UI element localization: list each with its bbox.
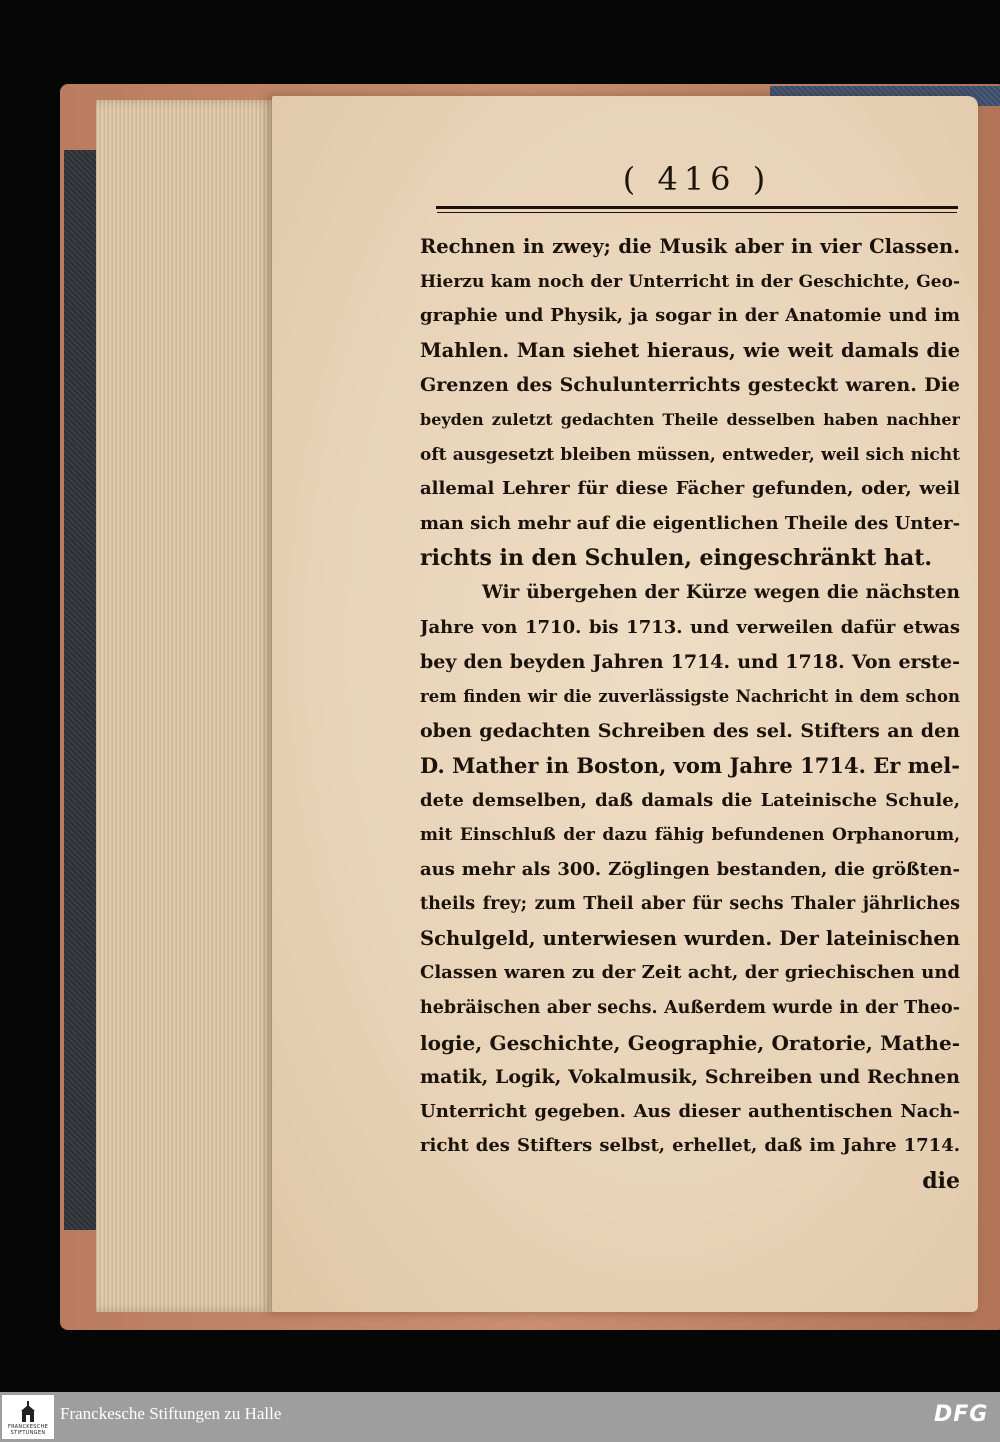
text-line: dete demselben, daß damals die Lateinische Schule, bbox=[420, 789, 960, 811]
text-line: Wir übergehen der Kürze wegen die nächsten bbox=[482, 581, 960, 603]
text-line: aus mehr als 300. Zöglingen bestanden, die größten- bbox=[420, 858, 960, 880]
text-line: D. Mather in Boston, vom Jahre 1714. Er mel- bbox=[420, 752, 960, 778]
text-line: theils frey; zum Theil aber für sechs Thaler jährliches bbox=[420, 894, 960, 915]
text-line: Mahlen. Man siehet hieraus, wie weit damals die bbox=[420, 338, 960, 362]
institution-label: Franckesche Stiftungen zu Halle bbox=[60, 1404, 282, 1423]
text-line: allemal Lehrer für diese Fächer gefunden, oder, weil bbox=[420, 478, 960, 500]
text-line: man sich mehr auf die eigentlichen Theile des Unter- bbox=[420, 512, 960, 534]
logo-text: FRANCKESCHE STIFTUNGEN bbox=[7, 1424, 49, 1436]
text-line: Jahre von 1710. bis 1713. und verweilen dafür etwas bbox=[420, 616, 960, 638]
page-number: ( 416 ) bbox=[622, 160, 772, 198]
page-text bbox=[420, 230, 960, 1199]
text-line: Schulgeld, unterwiesen wurden. Der lateinischen bbox=[420, 926, 960, 950]
text-line: rem finden wir die zuverlässigste Nachricht in dem schon bbox=[420, 686, 960, 706]
text-line: mit Einschluß der dazu fähig befundenen Orphanorum, bbox=[420, 825, 960, 846]
text-line: logie, Geschichte, Geographie, Oratorie, Mathe- bbox=[420, 1030, 960, 1055]
page-edges bbox=[96, 100, 286, 1312]
header-rule bbox=[436, 206, 958, 209]
text-line: beyden zuletzt gedachten Theile desselben haben nachher bbox=[420, 409, 960, 429]
franckesche-stiftungen-logo-icon[interactable] bbox=[2, 1395, 54, 1439]
text-line: oft ausgesetzt bleiben müssen, entweder, weil sich nicht bbox=[420, 444, 960, 465]
text-line: richts in den Schulen, eingeschränkt hat. bbox=[420, 545, 933, 572]
dfg-logo-icon[interactable]: DFG bbox=[934, 1402, 989, 1427]
text-line: bey den beyden Jahren 1714. und 1718. Von erste- bbox=[420, 651, 960, 674]
text-line: Grenzen des Schulunterrichts gesteckt waren. Die bbox=[420, 374, 960, 397]
text-line: oben gedachten Schreiben des sel. Stifters an den bbox=[420, 720, 960, 743]
text-line: hebräischen aber sechs. Außerdem wurde in der Theo- bbox=[420, 998, 960, 1019]
catchword: die bbox=[922, 1168, 960, 1195]
building-icon bbox=[20, 1401, 36, 1423]
text-line: Classen waren zu der Zeit acht, der griechischen und bbox=[420, 962, 960, 984]
text-line: graphie und Physik, ja sogar in der Anatomie und im bbox=[420, 305, 960, 327]
text-line: Rechnen in zwey; die Musik aber in vier Classen. bbox=[420, 235, 960, 258]
text-line: Unterricht gegeben. Aus dieser authentischen Nach- bbox=[420, 1100, 960, 1122]
text-line: matik, Logik, Vokalmusik, Schreiben und Rechnen bbox=[420, 1066, 960, 1089]
text-line: Hierzu kam noch der Unterricht in der Geschichte, Geo- bbox=[420, 271, 960, 292]
text-line: richt des Stifters selbst, erhellet, daß im Jahre 1714. bbox=[420, 1135, 960, 1157]
